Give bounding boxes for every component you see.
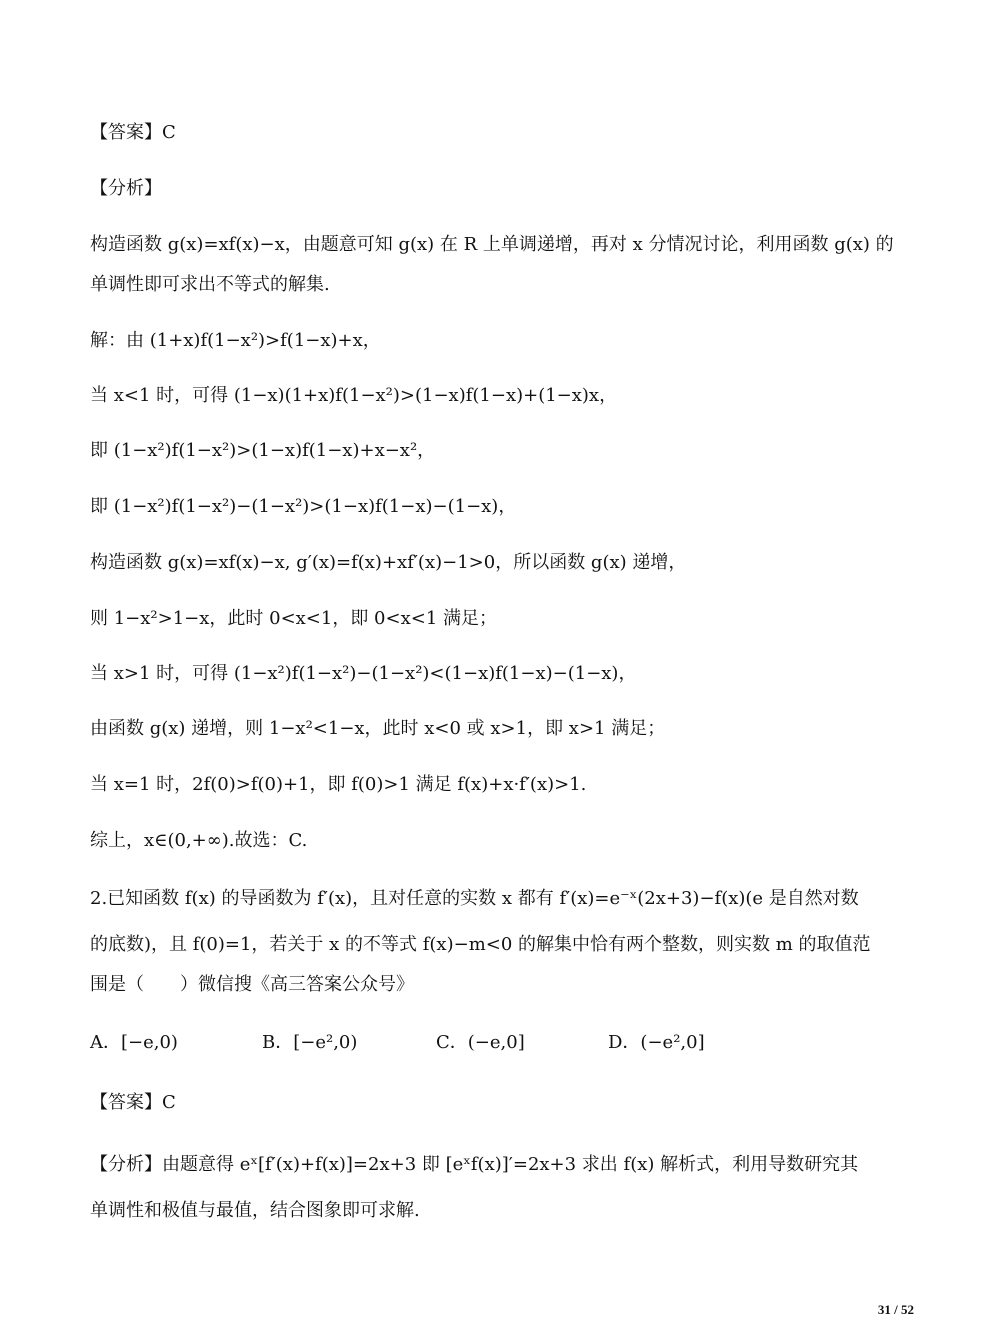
solution-line-6: 则 1−x²>1−x，此时 0<x<1，即 0<x<1 满足； — [90, 608, 497, 629]
solution-line-4: 即 (1−x²)f(1−x²)−(1−x²)>(1−x)f(1−x)−(1−x)， — [90, 496, 517, 517]
solution-line-1: 解：由 (1+x)f(1−x²)>f(1−x)+x， — [90, 330, 381, 351]
analysis-2-line-2: 单调性和极值与最值，结合图象即可求解. — [90, 1200, 420, 1221]
analysis-text-2: 单调性即可求出不等式的解集. — [90, 274, 330, 295]
page-number: 31 / 52 — [877, 1302, 914, 1317]
option-a: A．[−e,0) — [90, 1032, 178, 1053]
solution-line-9: 当 x=1 时，2f(0)>f(0)+1，即 f(0)>1 满足 f(x)+x·f′(x)>1. — [90, 774, 587, 795]
solution-line-5: 构造函数 g(x)=xf(x)−x, g′(x)=f(x)+xf′(x)−1>0，所以函数 g(x) 递增， — [90, 552, 687, 573]
answer-label-1: 【答案】C — [90, 122, 176, 143]
solution-line-3: 即 (1−x²)f(1−x²)>(1−x)f(1−x)+x−x²， — [90, 440, 436, 461]
analysis-2-line-1: 【分析】由题意得 eˣ[f′(x)+f(x)]=2x+3 即 [eˣf(x)]′=2x+3 求出 f(x) 解析式，利用导数研究其 — [90, 1154, 859, 1175]
option-c: C．(−e,0] — [436, 1032, 525, 1053]
answer-label-2: 【答案】C — [90, 1092, 176, 1113]
solution-conclusion: 综上，x∈(0,+∞).故选：C. — [90, 830, 308, 851]
solution-line-8: 由函数 g(x) 递增，则 1−x²<1−x，此时 x<0 或 x>1，即 x>1 满足； — [90, 718, 666, 739]
question-2-line-3: 围是（ ）微信搜《高三答案公众号》 — [90, 974, 414, 995]
solution-line-2: 当 x<1 时，可得 (1−x)(1+x)f(1−x²)>(1−x)f(1−x)+(1−x)x， — [90, 385, 618, 406]
option-d: D．(−e²,0] — [608, 1032, 705, 1053]
question-2-line-1: 2.已知函数 f(x) 的导函数为 f′(x)，且对任意的实数 x 都有 f′(x)=e⁻ˣ(2x+3)−f(x)(e 是自然对数 — [90, 888, 859, 909]
analysis-label-1: 【分析】 — [90, 178, 162, 199]
option-b: B．[−e²,0) — [262, 1032, 358, 1053]
solution-line-7: 当 x>1 时，可得 (1−x²)f(1−x²)−(1−x²)<(1−x)f(1−x)−(1−x)， — [90, 663, 637, 684]
question-2-line-2: 的底数)，且 f(0)=1，若关于 x 的不等式 f(x)−m<0 的解集中恰有两个整数，则实数 m 的取值范 — [90, 934, 871, 955]
analysis-text-1: 构造函数 g(x)=xf(x)−x，由题意可知 g(x) 在 R 上单调递增，再对 x 分情况讨论，利用函数 g(x) 的 — [90, 234, 894, 255]
